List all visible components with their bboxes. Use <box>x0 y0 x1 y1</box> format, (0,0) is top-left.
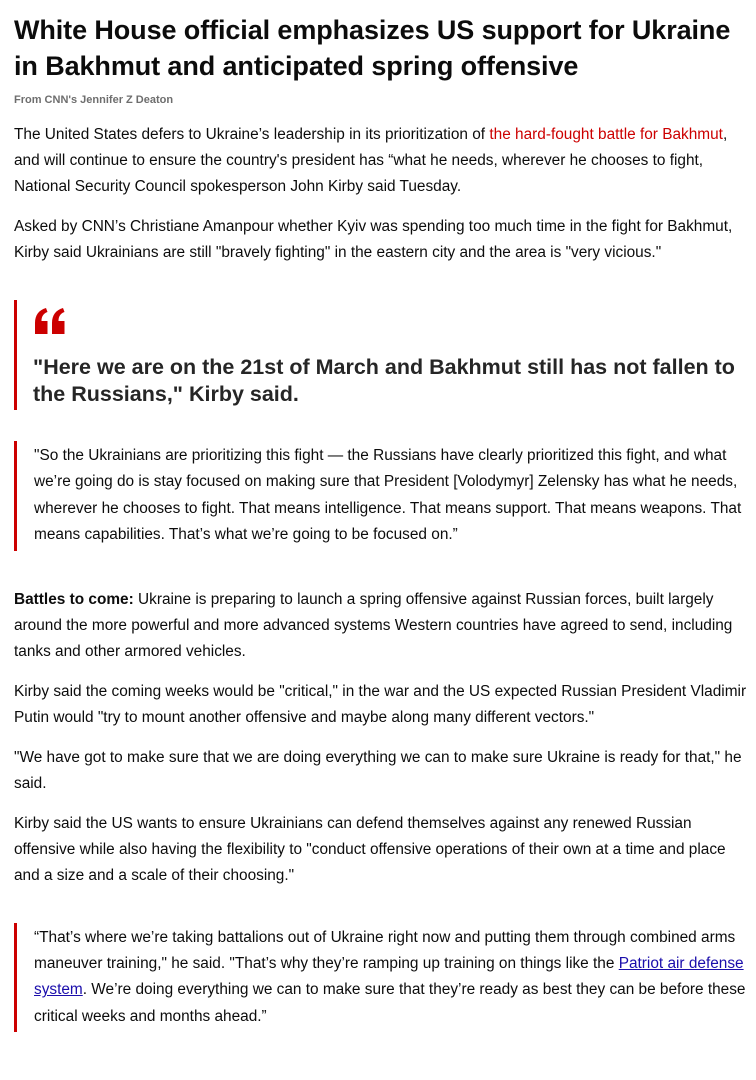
byline: From CNN's Jennifer Z Deaton <box>14 94 174 106</box>
paragraph-intro-text-before: The United States defers to Ukraine’s leadership in its prioritization of <box>14 126 490 143</box>
headline: White House official emphasizes US support for Ukraine in Bakhmut and anticipated spring offensive <box>14 15 731 81</box>
blockquote-battalions <box>14 923 748 1033</box>
pullquote <box>14 300 748 410</box>
battles-to-come-text: Ukraine is preparing to launch a spring offensive against Russian forces, built largely around the more powerful and more advanced systems Western countries have agreed to send, including tanks and other armored vehicles. <box>14 590 733 660</box>
paragraph-critical-weeks: Kirby said the coming weeks would be "critical," in the war and the US expected Russian President Vladimir Putin would "try to mount another offensive and maybe along many different vectors." <box>14 682 747 726</box>
battles-to-come-label: Battles to come: <box>14 590 134 608</box>
pullquote-text: "Here we are on the 21st of March and Bakhmut still has not fallen to the Russians," Kirby said. <box>33 355 735 406</box>
paragraph-amanpour: Asked by CNN’s Christiane Amanpour whether Kyiv was spending too much time in the fight for Bakhmut, Kirby said Ukrainians are still "bravely fighting" in the eastern city and the area is "very vicious." <box>14 218 733 261</box>
blockquote-battalions-text-before: “That’s where we’re taking battalions out of Ukraine right now and putting them through combined arms maneuver training," he said. "That’s why they’re ramping up training on things like the <box>34 928 736 973</box>
blockquote-zelensky <box>14 441 748 551</box>
paragraph-flexibility: Kirby said the US wants to ensure Ukrainians can defend themselves against any renewed Russian offensive while also having the flexibility to "conduct offensive operations of their own at a time and place and a size and a scale of their choosing." <box>14 814 726 884</box>
blockquote-battalions-text <box>34 925 748 1031</box>
patriot-air-defense-link[interactable]: Patriot air defense system <box>34 955 744 999</box>
blockquote-zelensky-text: "So the Ukrainians are prioritizing this fight — the Russians have clearly prioritized this fight, and what we’re going do is stay focused on making sure that President [Volodymyr] Zelensky has what he needs, wherever he chooses to fight. That means intelligence. That means support. That means weapons. That means capabilities. That’s what we’re going to be focused on.” <box>34 447 742 544</box>
paragraph-ready: "We have got to make sure that we are doing everything we can to make sure Ukraine is ready for that," he said. <box>14 748 742 792</box>
bakhmut-battle-link[interactable]: the hard-fought battle for Bakhmut <box>489 126 723 143</box>
paragraph-intro-text-after: , and will continue to ensure the country's president has “what he needs, wherever he chooses to fight, National Security Council spokesperson John Kirby said Tuesday. <box>14 126 728 195</box>
paragraph-intro <box>14 122 748 200</box>
quote-mark-icon <box>33 308 67 334</box>
paragraph-battles-to-come <box>14 587 748 665</box>
blockquote-battalions-text-after: . We’re doing everything we can to make sure that they’re ready as best they can be before these critical weeks and months ahead.” <box>34 981 746 1025</box>
